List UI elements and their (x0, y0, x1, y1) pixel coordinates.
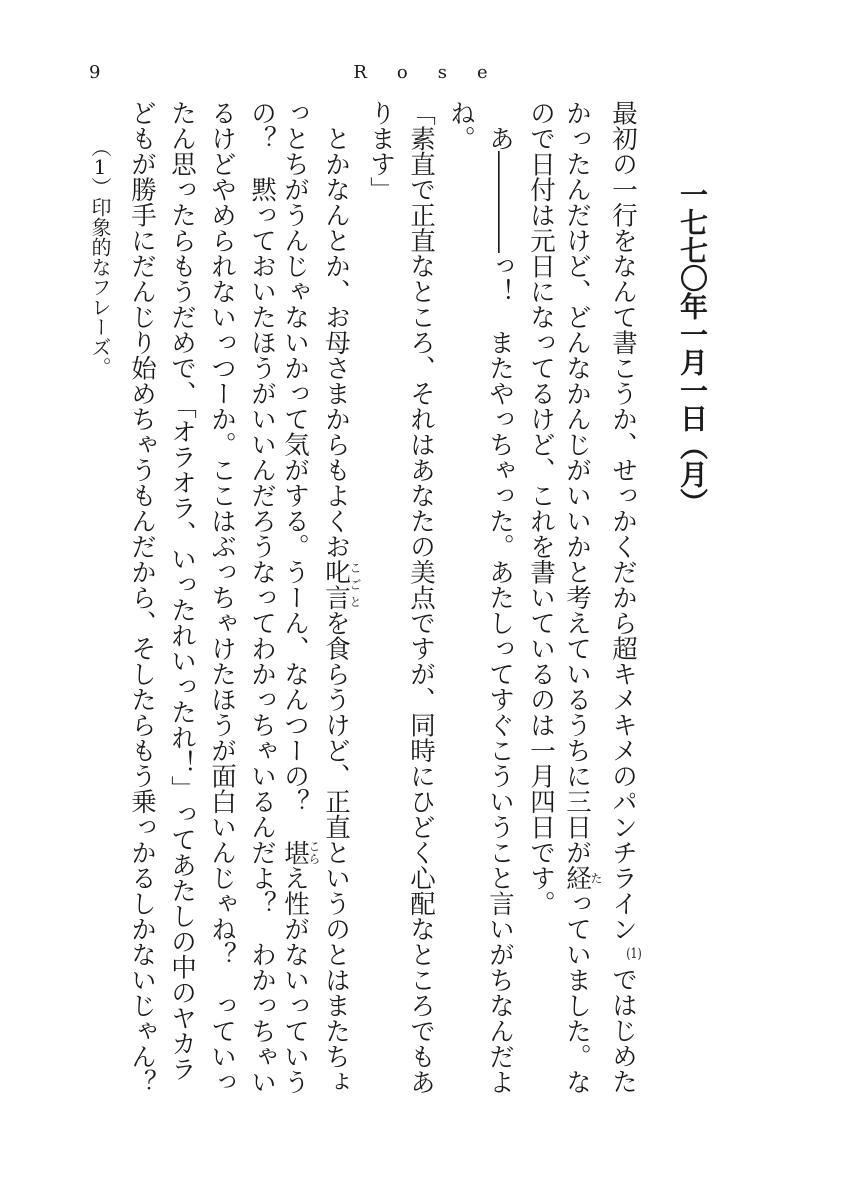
footnote-text: 印象的なフレーズ。 (88, 197, 112, 377)
line-text: っとちがうんじゃないかって気がする。うーん、なんつーの？ (280, 100, 310, 840)
line-text: ではじめた (608, 966, 638, 1094)
text-line (521, 100, 561, 916)
entry-title: 一七七〇年一月一日（月） (676, 180, 709, 516)
line-text: ります」 (366, 100, 396, 202)
footnote-number: 1 (93, 157, 107, 177)
line-text: あ――――っ！ またやっちゃった。あたしってすぐこういうこと言いがちなんだよ (485, 100, 515, 1095)
running-title: Rose (353, 62, 518, 83)
text-line (441, 100, 481, 151)
text-line (603, 100, 643, 1094)
line-text: の？ 黙っておいたほうがいいんだろうなってわかっちゃいるんだよ？ わかっちゃい (247, 100, 277, 1095)
ruby-base: 叱言 (321, 559, 351, 610)
line-text: とかなんとか、お母さまからもよくお (321, 100, 351, 559)
ruby-word (280, 839, 321, 866)
line-text: ね。 (446, 100, 476, 151)
line-text: ので日付は元日になってるけど、これを書いているのは一月四日です。 (526, 100, 556, 916)
text-line (242, 100, 282, 1095)
line-text: え性がないっていう (280, 865, 310, 1095)
text-line (401, 100, 441, 1095)
ruby-reading: こごと (348, 559, 362, 610)
text-line (162, 100, 202, 1082)
line-text: 最初の一行をなんて書こうか、せっかくだから超キメキメのパンチライン (608, 100, 638, 942)
text-line (202, 100, 242, 1095)
text-line (480, 100, 520, 1095)
ruby-word (562, 865, 603, 891)
line-text: るけどやめられないっつーか。ここはぶっちゃけたほうが面白いんじゃね？ っていっ (207, 100, 237, 1095)
line-text: 「素直で正直なところ、それはあなたの美点ですが、同時にひどく心配なところでもあ (406, 100, 436, 1095)
text-line (122, 100, 162, 1095)
text-line (361, 100, 401, 202)
text-line (280, 100, 320, 1095)
text-line (562, 100, 602, 1095)
line-text: たん思ったらもうだめで、「オラオラ、いったれいったれ！」ってあたしの中のヤカラ (167, 100, 197, 1082)
line-text: どもが勝手にだんじり始めちゃうもんだから、そしたらもう乗っかるしかないじゃん？ (127, 100, 157, 1095)
ruby-base: 経 (562, 865, 592, 891)
page-number: 9 (89, 62, 101, 83)
ruby-reading: た (589, 865, 603, 891)
ruby-word (321, 559, 362, 610)
ruby-reading: こら (307, 839, 321, 865)
text-line (321, 100, 361, 1095)
ruby-base: 堪 (280, 839, 310, 865)
footnote (80, 137, 120, 377)
footnote-marker: （1） (88, 137, 112, 197)
footnote-reference: (1) (626, 946, 642, 961)
line-text: かったんだけど、どんなかんじがいいかと考えているうちに三日が (562, 100, 592, 865)
line-text: を食らうけど、正直というのとはまたちょ (321, 610, 351, 1095)
line-text: っていました。な (562, 890, 592, 1095)
